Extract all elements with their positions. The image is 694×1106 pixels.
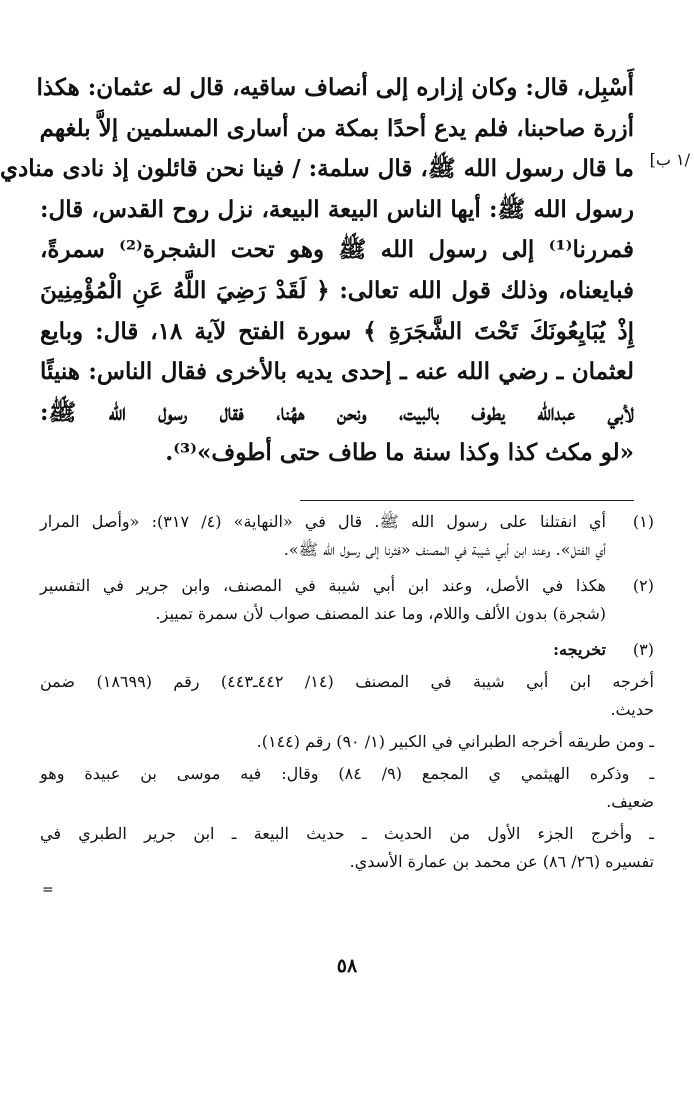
text-line: «لو مكث كذا وكذا سنة ما طاف حتى أطوف»⁽³⁾.	[165, 439, 634, 467]
footnote-line: ضعيف.	[606, 792, 654, 811]
text-line: ما قال رسول الله ﷺ، قال سلمة: / فينا نحن قائلون إذ نادى منادي	[0, 155, 634, 183]
page-number: ٥٨	[336, 955, 358, 977]
footnote-line: أي انفتلنا على رسول الله ﷺ. قال في «النهاية» (٤/ ٣١٧): «وأصل المرار	[40, 512, 606, 531]
text-line: إِذْ يُبَايِعُونَكَ تَحْتَ الشَّجَرَةِ ﴾ سورة الفتح لآية ١٨، قال: وبايع	[40, 317, 634, 345]
main-text	[0, 68, 634, 474]
margin-folio-note: /١ ب]	[649, 150, 690, 169]
footnote-number: (٣)	[632, 640, 654, 659]
footnote-number: (١)	[632, 512, 654, 531]
footnote-line: ـ وأخرج الجزء الأول من الحديث ـ حديث البيعة ـ ابن جرير الطبري في	[40, 824, 654, 843]
footnote-2	[40, 572, 654, 628]
footnote-3	[40, 636, 654, 876]
footnote-line: ـ وذكره الهيثمي ي المجمع (٩/ ٨٤) وقال: فيه موسى بن عبيدة وهو	[40, 764, 655, 783]
footnote-separator	[300, 500, 634, 501]
text-line: لأبي عبدالله يطوف بالبيت، ونحن ههُنا، فقال رسول الله ﷺ:	[40, 398, 634, 426]
footnote-line: تفسيره (٢٦/ ٨٦) عن محمد بن عمارة الأسدي.	[349, 852, 654, 871]
text-line: أَسْبِل، قال: وكان إزاره إلى أنصاف ساقيه، قال له عثمان: هكذا	[36, 74, 634, 101]
footnote-line: هكذا في الأصل، وعند ابن أبي شيبة في المصنف، وابن جرير في التفسير	[40, 576, 606, 595]
footnote-line: حديث.	[610, 700, 654, 719]
footnote-line: ـ ومن طريقه أخرجه الطبراني في الكبير (١/ ٩٠) رقم (١٤٤).	[256, 732, 654, 751]
footnotes	[40, 508, 654, 884]
text-line: فمررنا⁽¹⁾ إلى رسول الله ﷺ وهو تحت الشجرة⁽²⁾ سمرةً،	[40, 236, 634, 264]
footnote-line: أخرجه ابن أبي شيبة في المصنف (١٤/ ٤٤٢ـ٤٤٣) رقم (١٨٦٩٩) ضمن	[40, 672, 654, 691]
footnote-heading: تخريجه:	[553, 640, 606, 659]
text-line: فبايعناه، وذلك قول الله تعالى: ﴿ لَقَدْ رَضِيَ اللَّهُ عَنِ الْمُؤْمِنِينَ	[40, 276, 634, 304]
text-line: لعثمان ـ رضي الله عنه ـ إحدى يديه بالأخرى فقال الناس: هنيئًا	[40, 358, 634, 386]
footnote-line: أي الفتل». وعند ابن أبي شيبة في المصنف «فثرنا إلى رسول الله ﷺ».	[283, 540, 606, 559]
text-line: رسول الله ﷺ: أيها الناس البيعة البيعة، نزل روح القدس، قال:	[40, 195, 634, 223]
footnote-number: (٢)	[632, 576, 654, 595]
text-line: أزرة صاحبنا، فلم يدع أحدًا بمكة من أسارى المسلمين إلاَّ بلغهم	[39, 114, 634, 142]
continuation-mark: =	[42, 882, 54, 898]
footnote-1	[40, 508, 654, 564]
footnote-line: (شجرة) بدون الألف واللام، وما عند المصنف صواب لأن سمرة تمييز.	[155, 604, 606, 623]
